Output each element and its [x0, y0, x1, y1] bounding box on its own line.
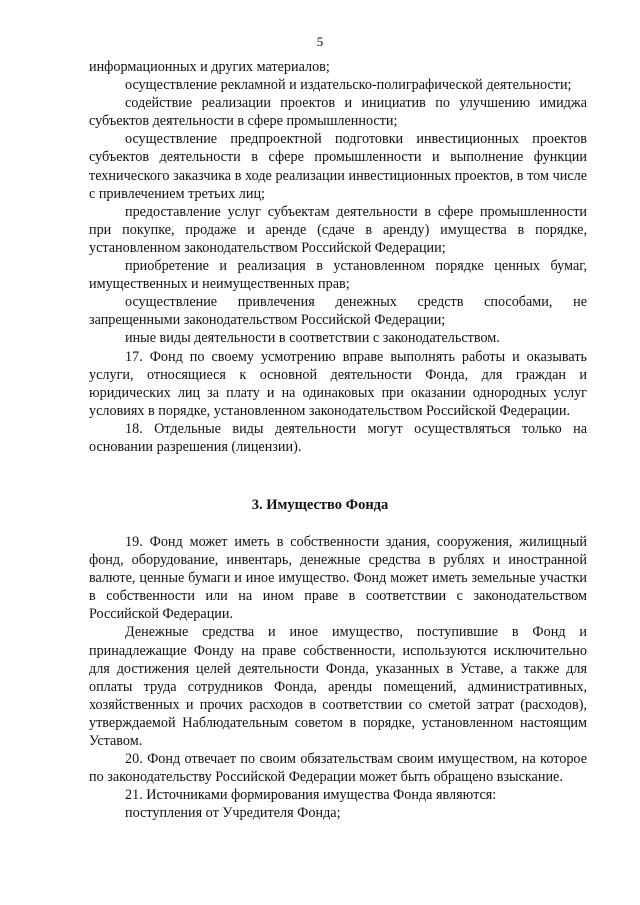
paragraph: 17. Фонд по своему усмотрению вправе выполнять работы и оказывать услуги, относящиеся к основной деятельности Фонда, для граждан и юридических лиц за плату и на одинаковых при оказании однородных услуг условиях в порядке, установленном законодательством Российской Федерации.	[89, 348, 587, 419]
paragraph: 21. Источниками формирования имущества Фонда являются:	[125, 787, 497, 804]
paragraph: осуществление предпроектной подготовки инвестиционных проектов субъектов деятельности в сфере промышленности и выполнение функции технического заказчика в ходе реализации инвестиционных проектов, в том числе с привлечением третьих лиц;	[89, 131, 587, 202]
paragraph: осуществление рекламной и издательско-полиграфической деятельности;	[125, 77, 572, 94]
body-text-bottom	[89, 533, 587, 823]
paragraph: поступления от Учредителя Фонда;	[125, 805, 341, 822]
paragraph: содействие реализации проектов и инициатив по улучшению имиджа субъектов деятельности в сфере промышленности;	[89, 95, 587, 130]
paragraph: осуществление привлечения денежных средств способами, не запрещенными законодательством Российской Федерации;	[89, 294, 587, 329]
paragraph: информационных и других материалов;	[89, 59, 330, 75]
paragraph: Денежные средства и иное имущество, поступившие в Фонд и принадлежащие Фонду на праве собственности, используются исключительно для достижения целей деятельности Фонда, указанных в Уставе, а также для оплаты труда сотрудников Фонда, аренды помещений, административных, хозяйственных и прочих расходов в соответствии со сметой затрат (расходов), утверждаемой Наблюдательным советом в порядке, установленном настоящим Уставом.	[89, 624, 587, 750]
section-heading: 3. Имущество Фонда	[251, 497, 389, 513]
paragraph: 20. Фонд отвечает по своим обязательствам своим имуществом, на которое по законодательству Российской Федерации может быть обращено взыскание.	[89, 751, 587, 786]
paragraph: 18. Отдельные виды деятельности могут осуществляться только на основании разрешения (лицензии).	[89, 420, 587, 455]
page-number: 5	[316, 34, 324, 49]
paragraph: иные виды деятельности в соответствии с законодательством.	[125, 330, 500, 347]
paragraph: предоставление услуг субъектам деятельности в сфере промышленности при покупке, продаже и аренде (сдаче в аренду) имущества в порядке, установленном законодательством Российской Федерации;	[89, 203, 587, 256]
body-text-top	[89, 58, 587, 456]
paragraph: 19. Фонд может иметь в собственности здания, сооружения, жилищный фонд, оборудование, инвентарь, денежные средства в рублях и иностранной валюте, ценные бумаги и иное имущество. Фонд может иметь земельные участки в собственности или на ином праве в соответствии с законодательством Российской Федерации.	[89, 534, 587, 623]
paragraph: приобретение и реализация в установленном порядке ценных бумаг, имущественных и неимущественных прав;	[89, 258, 587, 293]
